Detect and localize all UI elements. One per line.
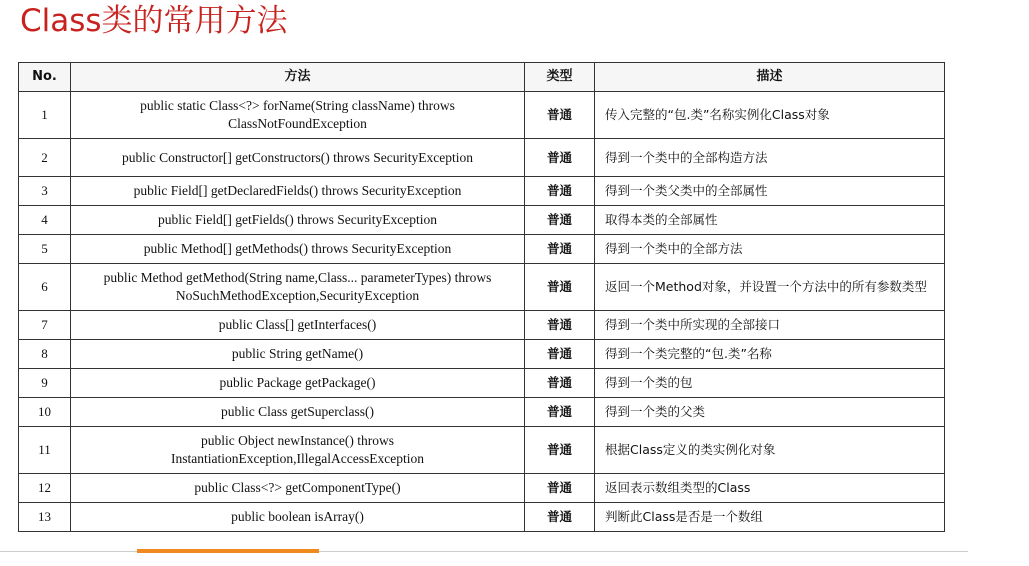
row-desc: 得到一个类的父类 xyxy=(595,398,945,427)
row-desc: 判断此Class是否是一个数组 xyxy=(595,503,945,532)
class-methods-table xyxy=(18,62,945,532)
row-type: 普通 xyxy=(525,177,595,206)
table-row xyxy=(19,206,945,235)
table-row xyxy=(19,177,945,206)
page-title: Class类的常用方法 xyxy=(20,3,288,39)
row-method: public Package getPackage() xyxy=(71,369,525,398)
row-no: 2 xyxy=(19,139,71,177)
table-row xyxy=(19,340,945,369)
row-method: public static Class<?> forName(String className) throws ClassNotFoundException xyxy=(71,92,525,139)
row-method: public Method getMethod(String name,Class... parameterTypes) throws NoSuchMethodException,SecurityException xyxy=(71,264,525,311)
row-type: 普通 xyxy=(525,369,595,398)
row-desc: 根据Class定义的类实例化对象 xyxy=(595,427,945,474)
table-row xyxy=(19,427,945,474)
row-method: public String getName() xyxy=(71,340,525,369)
row-type: 普通 xyxy=(525,427,595,474)
row-type: 普通 xyxy=(525,503,595,532)
row-desc: 返回表示数组类型的Class xyxy=(595,474,945,503)
row-type: 普通 xyxy=(525,92,595,139)
row-method: public Class getSuperclass() xyxy=(71,398,525,427)
slide-footer-accent xyxy=(137,549,319,553)
table-row xyxy=(19,92,945,139)
row-no: 8 xyxy=(19,340,71,369)
row-desc: 取得本类的全部属性 xyxy=(595,206,945,235)
row-no: 5 xyxy=(19,235,71,264)
row-method: public Field[] getFields() throws SecurityException xyxy=(71,206,525,235)
row-no: 12 xyxy=(19,474,71,503)
row-desc-text: 返回一个Method对象，并设置一个方法中的所有参数类型 xyxy=(605,279,927,294)
row-no: 7 xyxy=(19,311,71,340)
row-no: 10 xyxy=(19,398,71,427)
table-row xyxy=(19,311,945,340)
row-method: public Field[] getDeclaredFields() throws SecurityException xyxy=(71,177,525,206)
row-type: 普通 xyxy=(525,264,595,311)
row-method: public Object newInstance() throws InstantiationException,IllegalAccessException xyxy=(71,427,525,474)
row-no: 4 xyxy=(19,206,71,235)
table-row xyxy=(19,369,945,398)
row-desc: 得到一个类父类中的全部属性 xyxy=(595,177,945,206)
row-type: 普通 xyxy=(525,398,595,427)
row-no: 9 xyxy=(19,369,71,398)
row-method: public Method[] getMethods() throws SecurityException xyxy=(71,235,525,264)
row-desc: 得到一个类中的全部构造方法 xyxy=(595,139,945,177)
header-desc: 描述 xyxy=(595,63,945,92)
table-row xyxy=(19,235,945,264)
table-row xyxy=(19,139,945,177)
row-desc xyxy=(595,264,945,311)
row-type: 普通 xyxy=(525,139,595,177)
table-row xyxy=(19,264,945,311)
row-no: 1 xyxy=(19,92,71,139)
row-method: public Class[] getInterfaces() xyxy=(71,311,525,340)
table-row xyxy=(19,398,945,427)
row-no: 6 xyxy=(19,264,71,311)
header-no: No. xyxy=(19,63,71,92)
row-method: public Class<?> getComponentType() xyxy=(71,474,525,503)
row-desc: 得到一个类中所实现的全部接口 xyxy=(595,311,945,340)
table-row xyxy=(19,503,945,532)
row-type: 普通 xyxy=(525,235,595,264)
row-desc: 得到一个类完整的“包.类”名称 xyxy=(595,340,945,369)
row-desc: 得到一个类的包 xyxy=(595,369,945,398)
row-method: public Constructor[] getConstructors() throws SecurityException xyxy=(71,139,525,177)
row-desc: 得到一个类中的全部方法 xyxy=(595,235,945,264)
row-no: 13 xyxy=(19,503,71,532)
table-header-row xyxy=(19,63,945,92)
table-row xyxy=(19,474,945,503)
row-type: 普通 xyxy=(525,474,595,503)
row-desc: 传入完整的“包.类”名称实例化Class对象 xyxy=(595,92,945,139)
row-method: public boolean isArray() xyxy=(71,503,525,532)
header-type: 类型 xyxy=(525,63,595,92)
row-no: 3 xyxy=(19,177,71,206)
row-type: 普通 xyxy=(525,311,595,340)
row-no: 11 xyxy=(19,427,71,474)
row-type: 普通 xyxy=(525,206,595,235)
header-method: 方法 xyxy=(71,63,525,92)
row-type: 普通 xyxy=(525,340,595,369)
